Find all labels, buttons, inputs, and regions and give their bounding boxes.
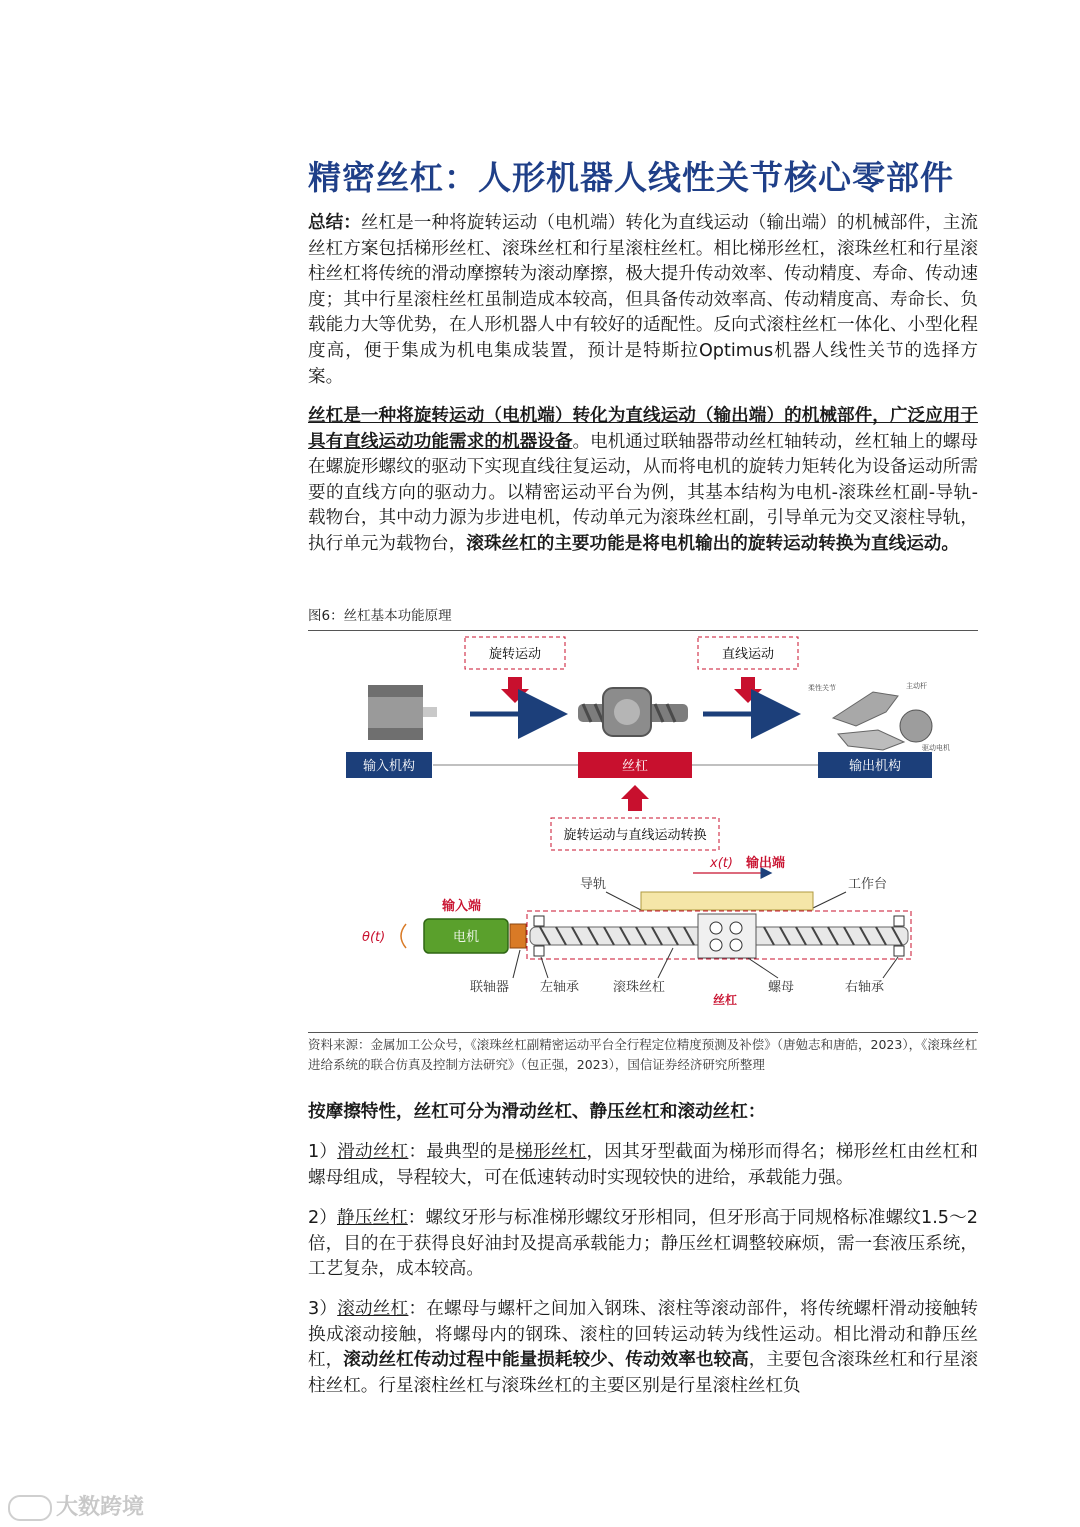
item-name: 滑动丝杠 — [337, 1142, 409, 1162]
right-bearing-leader — [883, 957, 898, 978]
item-name: 静压丝杠 — [337, 1208, 408, 1228]
item-text: ，因其牙型截面为梯形而得名；梯形丝杠由丝杠和螺母组成，导程较大，可在低速转动时实现较快的进给，承载能力强。 — [308, 1142, 978, 1188]
watermark-text: 大数跨境 — [56, 1495, 145, 1520]
screw-principle-figure — [308, 630, 978, 1025]
item-name: 滚动丝杠 — [337, 1299, 409, 1319]
gripper-image — [808, 681, 950, 752]
up-arrow-icon — [621, 785, 649, 811]
item-text: ，主要包含滚珠丝杠和行星滚柱丝杠。行星滚柱丝杠与滚珠丝杠的主要区别是行星滚柱丝杠负 — [308, 1350, 978, 1396]
figure-svg — [308, 630, 978, 1025]
screw-label: 丝杠 — [621, 759, 649, 774]
summary-label: 总结： — [308, 213, 361, 233]
nut-leader — [748, 958, 778, 978]
ball-screw-leader — [658, 948, 673, 978]
item-sliding-screw — [308, 1140, 978, 1191]
item-number: 1） — [308, 1142, 338, 1162]
guide-leader — [606, 892, 641, 910]
theta-label: θ(t) — [362, 930, 386, 945]
stepper-motor-image — [368, 685, 437, 740]
intro-body: 。电机通过联轴器带动丝杠轴转动，丝杠轴上的螺母在螺旋形螺纹的驱动下实现直线往复运动，从而将电机的旋转力矩转化为设备运动所需要的直线方向的驱动力。以精密运动平台为例，其基本结构为电机-滚珠丝杠副-导轨-载物台，其中动力源为步进电机，传动单元为滚珠丝杠副，引导单元为交叉滚柱导轨，执行单元为载物台， — [308, 431, 978, 554]
coupling-label: 联轴器 — [470, 980, 510, 995]
watermark — [8, 1490, 144, 1521]
summary-text: 丝杠是一种将旋转运动（电机端）转化为直线运动（输出端）的机械部件，主流丝杠方案包括梯形丝杠、滚珠丝杠和行星滚柱丝杠。相比梯形丝杠，滚珠丝杠和行星滚柱丝杠将传统的滑动摩擦转为滚动摩擦，极大提升传动效率、传动精度、寿命、传动速度；其中行星滚柱丝杠虽制造成本较高，但具备传动效率高、传动精度高、寿命长、负载能力大等优势，在人形机器人中有较好的适配性。反向式滚柱丝杠一体化、小型化程度高，便于集成为机电集成装置，预计是特斯拉Optimus机器人线性关节的选择方案。 — [308, 213, 978, 387]
down-arrow-icon — [734, 677, 762, 703]
nut-shape — [698, 914, 756, 958]
summary-paragraph — [308, 211, 978, 390]
output-end-label: 输出端 — [746, 856, 786, 871]
intro-paragraph — [308, 404, 978, 558]
item-rolling-screw — [308, 1297, 978, 1399]
bearing-mark — [534, 946, 544, 956]
item-text: ：螺纹牙形与标准梯形螺纹牙形相同，但牙形高于同规格标准螺纹1.5～2倍，目的在于获得良好油封及提高承载能力；静压丝杠调整较麻烦，需一套液压系统，工艺复杂，成本较高。 — [308, 1208, 978, 1280]
coupling-leader — [513, 950, 520, 978]
item-hydrostatic-screw — [308, 1206, 978, 1283]
page-title: 精密丝杠：人形机器人线性关节核心零部件 — [308, 158, 954, 197]
convert-label: 旋转运动与直线运动转换 — [563, 828, 707, 843]
item-bold-text: 滚动丝杠传动过程中能量损耗较少、传动效率也较高 — [343, 1350, 749, 1371]
input-mechanism-label: 输入机构 — [362, 759, 416, 774]
table-leader — [813, 892, 846, 908]
intro-lead: 丝杠是一种将旋转运动（电机端）转化为直线运动（输出端）的机械部件，广泛应用于具有直线运动功能需求的机器设备 — [308, 406, 978, 452]
ball-screw-image — [578, 688, 688, 736]
friction-intro: 按摩擦特性，丝杠可分为滑动丝杠、静压丝杠和滚动丝杠： — [308, 1102, 766, 1122]
figure-caption: 图6：丝杠基本功能原理 — [308, 604, 978, 631]
item-number: 2） — [308, 1208, 337, 1228]
linear-label: 直线运动 — [721, 647, 775, 662]
bearing-mark — [534, 916, 544, 926]
output-mechanism-label: 输出机构 — [848, 759, 902, 774]
bearing-mark — [894, 916, 904, 926]
worktable-shape — [641, 892, 813, 910]
intro-tail: 滚珠丝杠的主要功能是将电机输出的旋转运动转换为直线运动。 — [466, 533, 959, 554]
item-text: ：在螺母与螺杆之间加入钢珠、滚柱等滚动部件，将传统螺杆滑动接触转换成滚动接触，将螺母内的钢珠、滚柱的回转运动转为线性运动。相比滑动和静压丝杠， — [308, 1299, 978, 1371]
input-end-label: 输入端 — [442, 899, 482, 914]
watermark-logo-icon — [8, 1495, 52, 1521]
guide-label: 导轨 — [580, 877, 607, 892]
motion-label: x(t) — [710, 856, 733, 871]
bearing-mark — [894, 946, 904, 956]
gripper-note-flex: 柔性关节 — [808, 684, 836, 692]
right-bearing-label: 右轴承 — [845, 980, 885, 995]
coupling-shape — [510, 924, 526, 948]
rotation-arrow-icon — [401, 924, 406, 948]
motor-label: 电机 — [452, 930, 480, 945]
table-label: 工作台 — [848, 877, 888, 892]
nut-label: 螺母 — [768, 980, 795, 995]
item-text: ：最典型的是 — [408, 1142, 516, 1162]
ball-screw-label: 滚珠丝杠 — [613, 980, 666, 995]
left-bearing-leader — [541, 957, 548, 978]
down-arrow-icon — [501, 677, 529, 703]
source-note: 资料来源：金属加工公众号，《滚珠丝杠副精密运动平台全行程定位精度预测及补偿》（唐勉志和唐皓，2023），《滚珠丝杠进给系统的联合仿真及控制方法研究》（包正强，2023），国信证券经济研究所整理 — [308, 1032, 978, 1075]
left-bearing-label: 左轴承 — [540, 980, 580, 995]
trapezoid-screw-term: 梯形丝杠 — [515, 1142, 587, 1162]
screw-tag-label: 丝杠 — [713, 993, 738, 1007]
gripper-note-motor: 驱动电机 — [922, 744, 950, 752]
item-number: 3） — [308, 1299, 338, 1319]
gripper-note-rod: 主动杆 — [906, 682, 927, 690]
rotary-label: 旋转运动 — [488, 647, 542, 662]
